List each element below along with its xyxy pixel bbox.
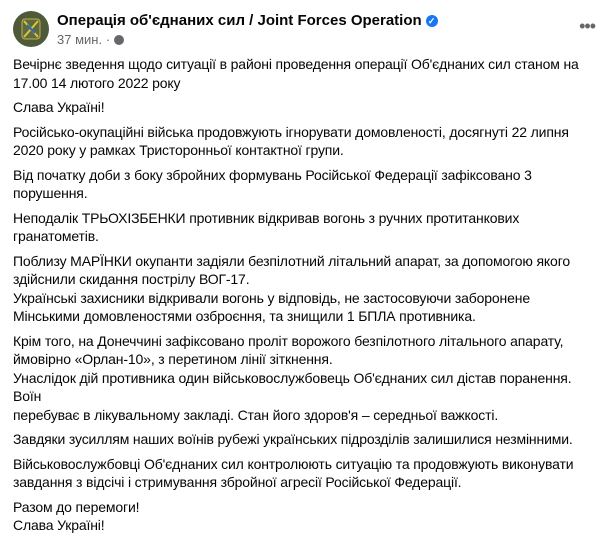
- post-line: завдання з відсічі і стримування збройної агресії Російської Федерації.: [13, 474, 462, 490]
- post-line: Мінськими домовленостями озброєння, та знищили 1 БПЛА противника.: [13, 308, 476, 324]
- post-paragraph: [13, 209, 596, 246]
- post-line: Від початку доби з боку збройних формувань Російської Федерації зафіксовано 3: [13, 166, 532, 183]
- post-paragraph: [13, 455, 596, 492]
- post-line: гранатометів.: [13, 228, 99, 244]
- post-line: Неподалік ТРЬОХІЗБЕНКИ противник відкривав вогонь з ручних протитанкових: [13, 209, 520, 226]
- post-line: Разом до перемоги!: [13, 498, 140, 515]
- post-line: Російсько-окупаційні війська продовжують ігнорувати домовленості, досягнуті 22 липня: [13, 123, 569, 140]
- post-paragraph: [13, 332, 596, 425]
- author-name[interactable]: [57, 12, 438, 29]
- post-paragraph: [13, 430, 596, 449]
- post-paragraph: [13, 123, 596, 160]
- post-line: Слава Україні!: [13, 517, 105, 533]
- post-line: Унаслідок дій противника один військовослужбовець Об'єднаних сил дістав поранення. Воїн: [13, 369, 572, 404]
- post-paragraph: [13, 166, 596, 203]
- post-line: Слава Україні!: [13, 99, 105, 115]
- post-timestamp[interactable]: 37 мин.: [57, 32, 103, 47]
- page-avatar[interactable]: [13, 11, 49, 47]
- author-name-text[interactable]: Операція об'єднаних сил / Joint Forces Operation: [57, 12, 422, 29]
- separator: ·: [105, 32, 111, 47]
- post-header: [0, 0, 609, 52]
- post-body: [13, 55, 596, 535]
- post-line: Завдяки зусиллям наших воїнів рубежі українських підрозділів залишилися незмінними.: [13, 431, 573, 447]
- post-paragraph: [13, 252, 596, 326]
- post-line: ймовірно «Орлан-10», з перетином лінії зіткнення.: [13, 351, 333, 367]
- post-line: 2020 року у рамках Тристоронньої контактної групи.: [13, 142, 344, 158]
- joint-forces-emblem-icon: [13, 11, 49, 47]
- post-paragraph: [13, 98, 596, 117]
- post-line: Вечірнє зведення щодо ситуації в районі проведення операції Об'єднаних сил станом на: [13, 56, 579, 72]
- post-paragraph: [13, 55, 596, 92]
- post-meta: [57, 32, 124, 47]
- post-line: Поблизу МАРЇНКИ окупанти задіяли безпілотний літальний апарат, за допомогою якого: [13, 252, 570, 269]
- post-line: Українські захисники відкривали вогонь у відповідь, не застосовуючи заборонене: [13, 289, 530, 306]
- post-line: Крім того, на Донеччині зафіксовано проліт ворожого безпілотного літального апарату,: [13, 332, 564, 349]
- post-paragraph: [13, 498, 596, 535]
- post-line: здійснили скидання пострілу ВОГ-17.: [13, 271, 250, 287]
- post-line: Військовослужбовці Об'єднаних сил контролюють ситуацію та продовжують виконувати: [13, 455, 574, 472]
- post-line: порушення.: [13, 185, 88, 201]
- more-options-icon[interactable]: •••: [579, 16, 595, 36]
- verified-badge-icon: ✓: [426, 15, 438, 27]
- post-line: перебуває в лікувальному закладі. Стан його здоров'я – середньої важкості.: [13, 406, 499, 423]
- post-line: 17.00 14 лютого 2022 року: [13, 74, 181, 91]
- globe-icon: [114, 35, 124, 45]
